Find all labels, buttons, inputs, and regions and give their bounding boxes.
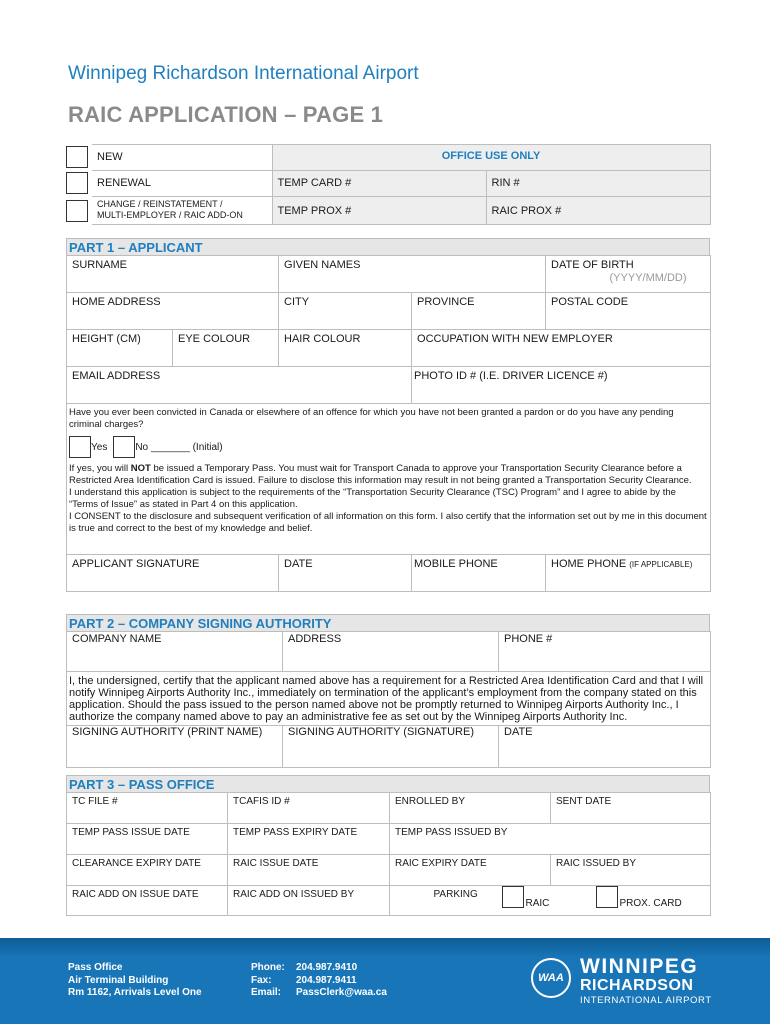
signing-print-name-field[interactable]: SIGNING AUTHORITY (PRINT NAME)	[67, 726, 283, 768]
part2-heading: PART 2 – COMPANY SIGNING AUTHORITY	[66, 614, 710, 631]
applicant-signature-field[interactable]: APPLICANT SIGNATURE	[67, 555, 279, 592]
temp-card-field[interactable]: TEMP CARD #	[272, 171, 486, 197]
city-field[interactable]: CITY	[279, 293, 412, 330]
temp-pass-issue-date-field[interactable]: TEMP PASS ISSUE DATE	[67, 824, 228, 855]
new-checkbox[interactable]	[66, 146, 88, 168]
signing-date-field[interactable]: DATE	[499, 726, 711, 768]
hair-colour-field[interactable]: HAIR COLOUR	[279, 330, 412, 367]
signing-signature-field[interactable]: SIGNING AUTHORITY (SIGNATURE)	[283, 726, 499, 768]
part2-table	[66, 631, 711, 768]
surname-field[interactable]: SURNAME	[67, 256, 279, 293]
parking-field: PARKING RAIC PROX. CARD	[420, 886, 711, 916]
logo-richardson: RICHARDSON	[580, 977, 694, 994]
enrolled-by-field[interactable]: ENROLLED BY	[390, 793, 551, 824]
applicant-date-field[interactable]: DATE	[279, 555, 412, 592]
dob-hint: (YYYY/MM/DD)	[609, 272, 687, 284]
yes-checkbox[interactable]	[69, 436, 91, 458]
home-phone-field[interactable]: HOME PHONE (IF APPLICABLE)	[546, 555, 711, 592]
company-address-field[interactable]: ADDRESS	[283, 632, 499, 672]
part1-heading: PART 1 – APPLICANT	[66, 238, 710, 255]
change-label: CHANGE / REINSTATEMENT / MULTI-EMPLOYER / RAIC ADD-ON	[92, 197, 272, 225]
temp-pass-issued-by-field[interactable]: TEMP PASS ISSUED BY	[390, 824, 711, 855]
airport-logo-icon: WAA	[531, 958, 571, 998]
home-address-field[interactable]: HOME ADDRESS	[67, 293, 279, 330]
raic-issue-date-field[interactable]: RAIC ISSUE DATE	[228, 855, 390, 886]
temp-pass-expiry-date-field[interactable]: TEMP PASS EXPIRY DATE	[228, 824, 390, 855]
raic-addon-issued-by-field[interactable]: RAIC ADD ON ISSUED BY	[228, 886, 390, 916]
office-use-heading: OFFICE USE ONLY	[272, 145, 710, 171]
footer-contact-values	[296, 962, 387, 1000]
page-title: RAIC APPLICATION – PAGE 1	[68, 102, 384, 127]
consent-text: I CONSENT to the disclosure and subsequent verification of all information on this form. I also certify that the information set out by me in this document is true and correct to the best of my knowledge and belief.	[69, 511, 707, 534]
raic-addon-issue-date-field[interactable]: RAIC ADD ON ISSUE DATE	[67, 886, 228, 916]
conviction-question: Have you ever been convicted in Canada or elsewhere of an offence for which you have not been granted a pardon or do you have any pending criminal charges?	[69, 407, 674, 430]
raic-prox-field[interactable]: RAIC PROX #	[486, 197, 710, 225]
footer-office: Pass Office Air Terminal Building Rm 1162, Arrivals Level One	[68, 962, 202, 998]
eye-colour-field[interactable]: EYE COLOUR	[173, 330, 279, 367]
postal-code-field[interactable]: POSTAL CODE	[546, 293, 711, 330]
mobile-phone-field[interactable]: MOBILE PHONE	[412, 555, 546, 592]
clearance-expiry-date-field[interactable]: CLEARANCE EXPIRY DATE	[67, 855, 228, 886]
given-names-field[interactable]: GIVEN NAMES	[279, 256, 546, 293]
part3-table	[66, 792, 711, 916]
new-label: NEW	[92, 145, 272, 171]
fax-value: 204.987.9411	[296, 974, 357, 986]
renewal-label: RENEWAL	[92, 171, 272, 197]
parking-raic-label: RAIC	[525, 898, 550, 909]
tcafis-id-field[interactable]: TCAFIS ID #	[228, 793, 390, 824]
footer	[0, 938, 770, 1024]
part3-heading: PART 3 – PASS OFFICE	[66, 775, 710, 792]
if-yes-text: If yes, you will NOT be issued a Temporary Pass. You must wait for Transport Canada to approve your Transportation Security Clearance before a Restricted Area Identification Card is issued. Failure to disclose this information may result in not being granted a Transportation Security Clearance.	[69, 463, 692, 486]
occupation-field[interactable]: OCCUPATION WITH NEW EMPLOYER	[412, 330, 711, 367]
height-field[interactable]: HEIGHT (CM)	[67, 330, 173, 367]
understand-text: I understand this application is subject to the requirements of the “Transportation Security Clearance (TSC) Program” and I agree to abide by the “Terms of Issue” as stated in Part 4 on this application.	[69, 487, 676, 510]
application-type-table	[66, 144, 711, 225]
phone-value: 204.987.9410	[296, 962, 358, 973]
email-field[interactable]: EMAIL ADDRESS	[67, 367, 412, 404]
conviction-answer: Yes No _______ (Initial)	[69, 436, 707, 460]
logo-winnipeg: WINNIPEG	[580, 955, 699, 978]
company-phone-field[interactable]: PHONE #	[499, 632, 711, 672]
certify-text: I, the undersigned, certify that the applicant named above has a requirement for a Restricted Area Identification Card and that I will notify Winnipeg Airports Authority Inc., immediately on termination of the applicant’s employment from the company stated on this application. Should the pass issued to the person named above not be promptly returned to Winnipeg Airports Authority Inc., I authorize the company named above to pay an administrative fee as set out by the Winnipeg Airports Authority Inc.	[67, 672, 711, 726]
footer-contact-labels: Phone: Fax: Email:	[251, 962, 285, 998]
province-field[interactable]: PROVINCE	[412, 293, 546, 330]
dob-field[interactable]: DATE OF BIRTH (YYYY/MM/DD)	[546, 256, 711, 293]
change-checkbox[interactable]	[66, 200, 88, 222]
rin-field[interactable]: RIN #	[486, 171, 710, 197]
sent-date-field[interactable]: SENT DATE	[551, 793, 711, 824]
temp-prox-field[interactable]: TEMP PROX #	[272, 197, 486, 225]
email-value[interactable]: PassClerk@waa.ca	[296, 987, 387, 998]
renewal-checkbox[interactable]	[66, 172, 88, 194]
tc-file-field[interactable]: TC FILE #	[67, 793, 228, 824]
photo-id-field[interactable]: PHOTO ID # (I.E. DRIVER LICENCE #)	[412, 367, 711, 404]
parking-prox-checkbox[interactable]	[596, 886, 618, 908]
no-checkbox[interactable]	[113, 436, 135, 458]
raic-issued-by-field[interactable]: RAIC ISSUED BY	[551, 855, 711, 886]
part1-table	[66, 255, 711, 592]
parking-raic-checkbox[interactable]	[502, 886, 524, 908]
parking-prox-label: PROX. CARD	[619, 898, 682, 909]
organization-name: Winnipeg Richardson International Airport	[68, 63, 419, 84]
raic-expiry-date-field[interactable]: RAIC EXPIRY DATE	[390, 855, 551, 886]
company-name-field[interactable]: COMPANY NAME	[67, 632, 283, 672]
logo-international-airport: INTERNATIONAL AIRPORT	[580, 995, 712, 1006]
declaration-block	[67, 404, 711, 555]
